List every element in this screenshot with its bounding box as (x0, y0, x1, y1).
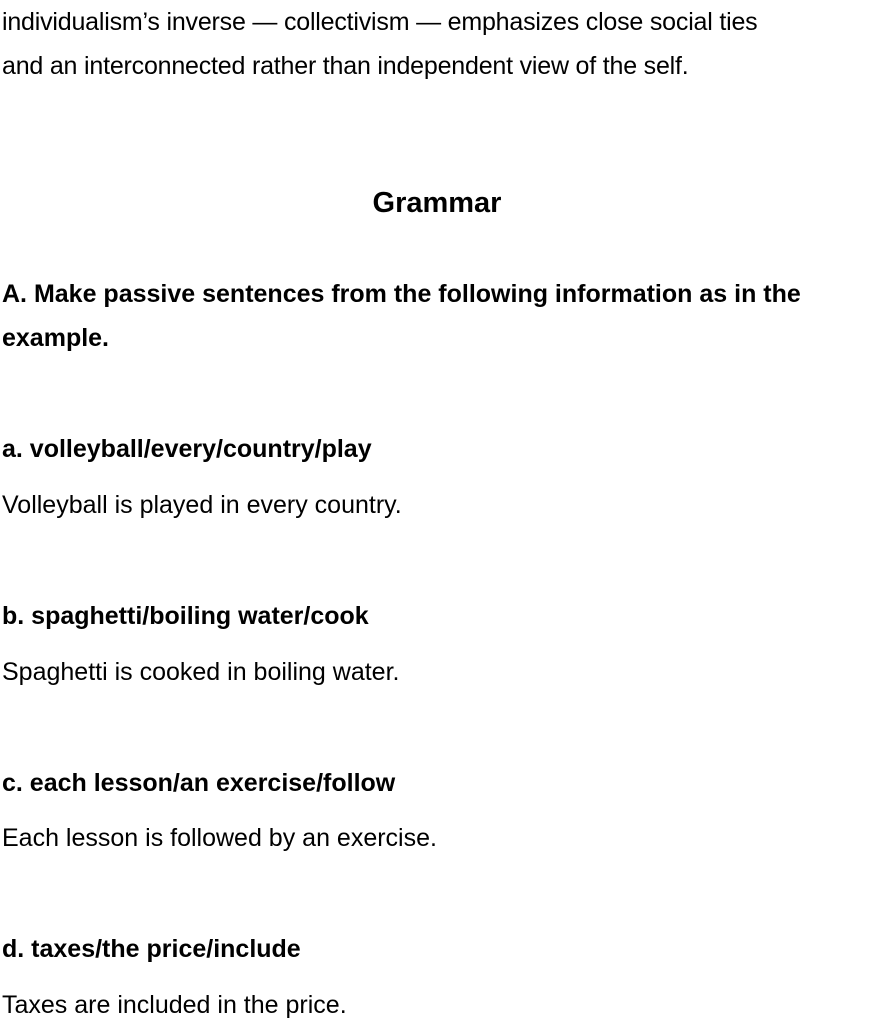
exercise-answer-a: Volleyball is played in every country. (2, 491, 402, 519)
intro-paragraph (2, 0, 874, 88)
exercise-prompt-a: a. volleyball/every/country/play (2, 435, 372, 463)
exercise-prompt-d: d. taxes/the price/include (2, 935, 301, 963)
exercise-prompt-b: b. spaghetti/boiling water/cook (2, 602, 369, 630)
exercise-instruction: A. Make passive sentences from the following information as in the example. (2, 280, 801, 352)
intro-line-2: and an interconnected rather than independent view of the self. (2, 52, 689, 80)
exercise-answer-d: Taxes are included in the price. (2, 991, 347, 1019)
intro-line-1: individualism’s inverse — collectivism — emphasizes close social ties (2, 8, 758, 36)
exercise-prompt-c: c. each lesson/an exercise/follow (2, 769, 396, 797)
exercise-answer-c: Each lesson is followed by an exercise. (2, 824, 437, 852)
exercise-answer-b: Spaghetti is cooked in boiling water. (2, 658, 400, 686)
section-title: Grammar (372, 187, 502, 220)
